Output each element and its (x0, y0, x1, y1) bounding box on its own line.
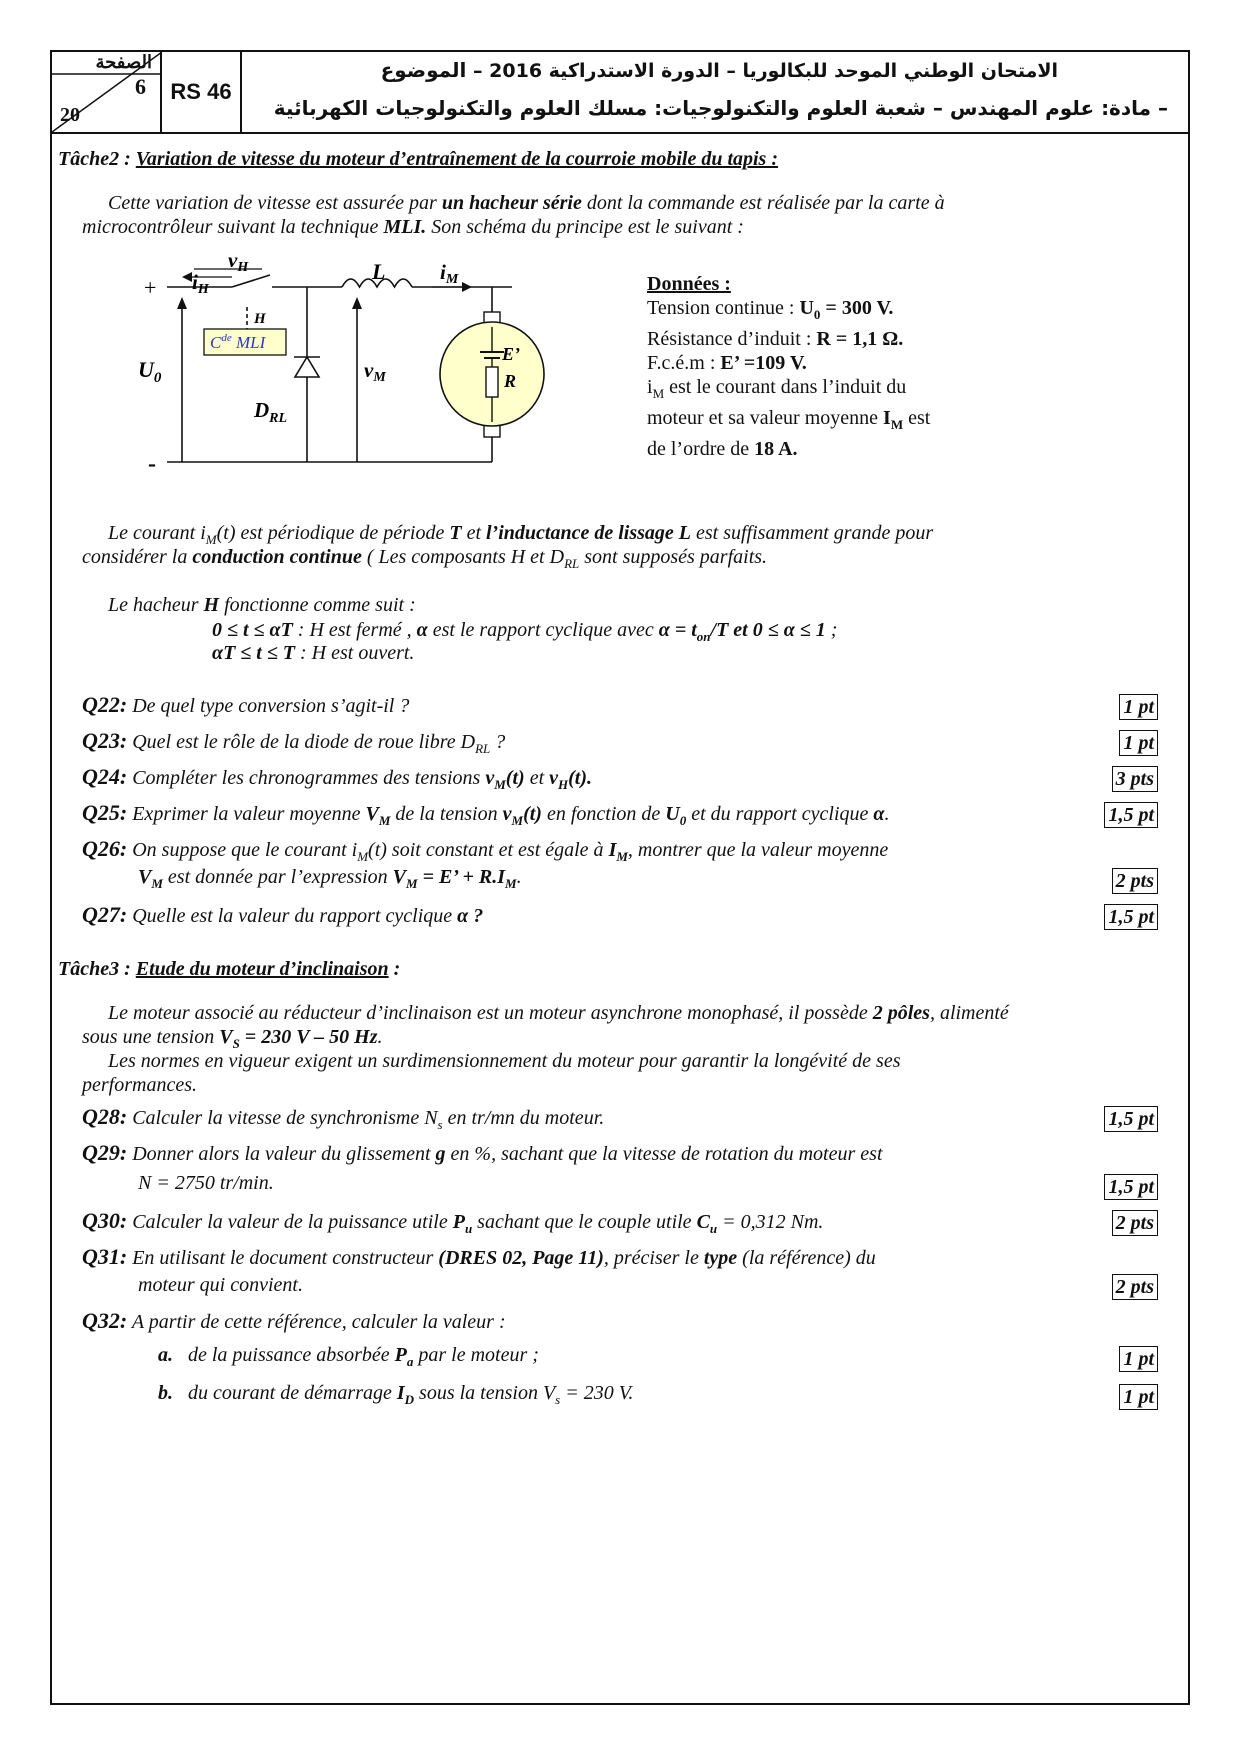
para-current-line2: considérer la conduction continue ( Les composants H et $D_{RL}$ sont supposés parfaits. (82, 546, 768, 571)
task2-intro-line1 (108, 192, 945, 215)
label-L: L (372, 259, 386, 284)
page-frame (50, 50, 1190, 1705)
question-q28: Q28: Calculer la vitesse de synchronisme $N_s$ en tr/mn du moteur. (82, 1104, 605, 1132)
label-iH: iH (192, 270, 209, 297)
header-line-2: – مادة: علوم المهندس – شعبة العلوم والتكنولوجيات: مسلك العلوم والتكنولوجيات الكهربائية (273, 96, 1168, 120)
points-q32-a: 1 pt (1119, 1346, 1158, 1372)
question-q31-line1: Q31: En utilisant le document constructeur (DRES 02, Page 11), préciser le type (la référence) du (82, 1244, 876, 1269)
diode-DRL (295, 357, 319, 377)
points-q30: 2 pts (1112, 1210, 1158, 1236)
page-number-box (52, 52, 162, 132)
points-q27: 1,5 pt (1104, 904, 1158, 930)
points-q29: 1,5 pt (1104, 1174, 1158, 1200)
data-line-3: F.c.é.m : E’ =109 V. (647, 352, 807, 374)
label-minus: - (148, 451, 156, 477)
question-q29-line2: N = 2750 tr/min. (138, 1172, 274, 1194)
task3-heading: Tâche3 : Etude du moteur d’inclinaison : (58, 958, 401, 980)
data-line-2: Résistance d’induit : R = 1,1 Ω. (647, 328, 904, 350)
intro-text-c: dont la commande est réalisée par la carte à (581, 192, 945, 214)
question-q24: Q24: Compléter les chronogrammes des tensions $v_M(t)$ et $v_H(t)$. (82, 764, 593, 792)
intro2-text-b: MLI. (383, 216, 427, 238)
points-q26: 2 pts (1112, 868, 1158, 894)
label-switch-H: H (254, 311, 266, 327)
points-q22: 1 pt (1119, 694, 1158, 720)
question-q32-a: a. de la puissance absorbée $P_a$ par le moteur ; (158, 1344, 539, 1369)
task3-line1: Le moteur associé au réducteur d’inclinaison est un moteur asynchrone monophasé, il possède 2 pôles, alimenté (108, 1002, 1009, 1024)
total-pages: 20 (60, 104, 80, 126)
points-q28: 1,5 pt (1104, 1106, 1158, 1132)
label-iM: iM (440, 260, 459, 287)
intro2-text-c: Son schéma du principe est le suivant : (426, 216, 744, 238)
armature-resistor (486, 367, 498, 397)
data-line-1: Tension continue : $U_0 = 300$ V. (647, 297, 894, 322)
intro-text-a: Cette variation de vitesse est assurée par (108, 192, 442, 214)
task3-line2: sous une tension $V_S = 230$ V – 50 Hz. (82, 1026, 383, 1051)
para-chopper-state2: αT ≤ t ≤ T : H est ouvert. (212, 642, 415, 664)
page-label: الصفحة (95, 52, 152, 72)
header-subject-label: الموضوع (380, 58, 467, 82)
question-q30: Q30: Calculer la valeur de la puissance utile $P_u$ sachant que le couple utile $C_u = 0,312$ Nm. (82, 1208, 824, 1236)
intro2-text-a: microcontrôleur suivant la technique (82, 216, 384, 238)
question-q31-line2: moteur qui convient. (138, 1274, 303, 1296)
task2-intro-line2 (82, 216, 744, 239)
task2-title: Variation de vitesse du moteur d’entraînement de la courroie mobile du tapis : (135, 148, 779, 170)
header-exam: الامتحان الوطني الموحد للبكالوريا – الدورة الاستدراكية 2016 – (473, 60, 1058, 82)
page-number: 6 (135, 74, 146, 99)
data-line-5: moteur et sa valeur moyenne $I_M$ est (647, 407, 931, 432)
label-DRL: $D_{RL}$ (254, 398, 288, 426)
header-line-1 (375, 58, 1058, 82)
intro-text-b: un hacheur série (441, 192, 582, 214)
data-block (647, 272, 930, 461)
question-q23: Q23: Quel est le rôle de la diode de roue libre $D_{RL}$ ? (82, 728, 506, 756)
task3-line3: Les normes en vigueur exigent un surdimensionnement du moteur pour garantir la longévité de ses (108, 1050, 901, 1072)
data-line-6: de l’ordre de 18 A. (647, 438, 798, 460)
label-vH: vH (228, 257, 249, 275)
question-q26-line2: $V_M$ est donnée par l’expression $V_M = E$’ + $R.I_M$. (138, 866, 522, 891)
question-q25: Q25: Exprimer la valeur moyenne $V_M$ de la tension $v_M(t)$ en fonction de $U_0$ et du rapport cyclique α. (82, 800, 890, 828)
header-title (242, 52, 1178, 132)
label-R: R (504, 371, 517, 391)
points-q23: 1 pt (1119, 730, 1158, 756)
question-q26-line1: Q26: On suppose que le courant $i_M(t)$ soit constant et est égale à $I_M$, montrer que la valeur moyenne (82, 836, 889, 864)
points-q31: 2 pts (1112, 1274, 1158, 1300)
data-line-4: $i_M$ est le courant dans l’induit du (647, 376, 907, 401)
points-q32-b: 1 pt (1119, 1384, 1158, 1410)
task2-heading (58, 148, 778, 171)
exam-code: RS 46 (162, 52, 242, 132)
question-q32: Q32: A partir de cette référence, calculer la valeur : (82, 1308, 506, 1333)
label-U0: $U_0$ (138, 357, 162, 386)
question-q27: Q27: Quelle est la valeur du rapport cyclique α ? (82, 902, 484, 927)
para-chopper-state1: 0 ≤ t ≤ αT : H est fermé , α est le rapport cyclique avec $\alpha = t_{on}/T$ et 0 ≤ α ≤ 1 ; (212, 619, 838, 644)
question-q22: Q22: De quel type conversion s’agit-il ? (82, 692, 410, 717)
mli-command-label: Cde MLI (210, 332, 266, 352)
page-header (52, 52, 1188, 134)
question-q32-b: b. du courant de démarrage $I_D$ sous la tension $V_s = 230$ V. (158, 1382, 634, 1407)
data-title: Données : (647, 273, 731, 295)
points-q24: 3 pts (1112, 766, 1158, 792)
label-vM: vM (364, 358, 386, 385)
task3-line4: performances. (82, 1074, 197, 1096)
task2-prefix: Tâche2 : (58, 148, 136, 170)
chopper-circuit-diagram (132, 257, 652, 487)
label-E: E’ (502, 344, 520, 364)
para-chopper-intro: Le hacheur H fonctionne comme suit : (108, 594, 416, 616)
points-q25: 1,5 pt (1104, 802, 1158, 828)
question-q29-line1: Q29: Donner alors la valeur du glissement g en %, sachant que la vitesse de rotation du moteur est (82, 1140, 883, 1165)
label-plus: + (144, 275, 157, 300)
para-current-line1: Le courant $i_M(t)$ est périodique de période T et l’inductance de lissage L est suffisamment grande pour (108, 522, 934, 547)
